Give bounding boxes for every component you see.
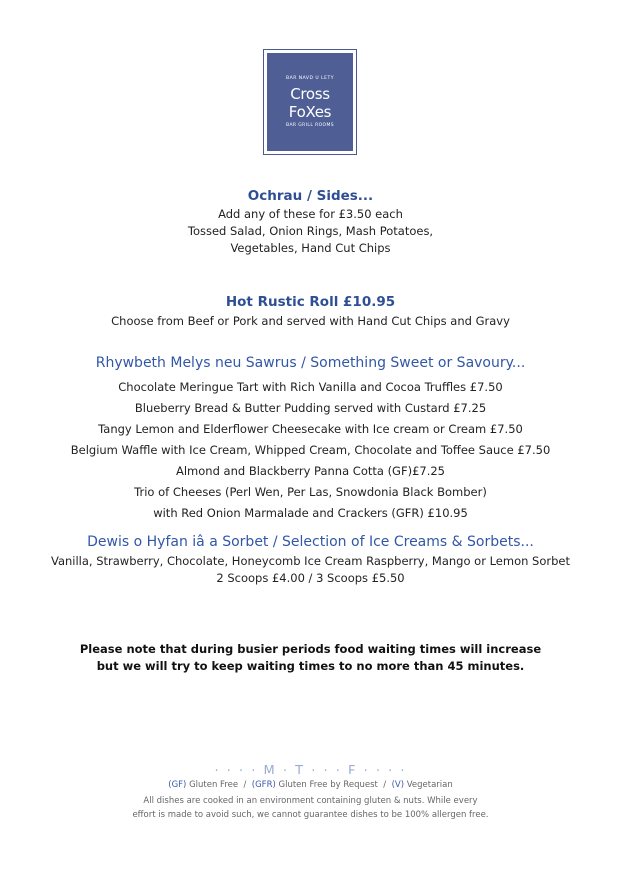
legend-v-code: (V) <box>391 780 405 790</box>
sides-line-2: Tossed Salad, Onion Rings, Mash Potatoes, <box>187 224 434 238</box>
dessert-item: Tangy Lemon and Elderflower Cheesecake with Ice cream or Cream £7.50 <box>98 422 523 436</box>
logo-badge <box>267 53 353 151</box>
roll-description: Choose from Beef or Pork and served with Hand Cut Chips and Gravy <box>111 314 510 328</box>
logo-name-line2: FoXes <box>288 103 332 121</box>
dessert-item: with Red Onion Marmalade and Crackers (GFR) £10.95 <box>153 506 468 520</box>
logo <box>263 49 357 155</box>
dessert-item: Almond and Blackberry Panna Cotta (GF)£7.25 <box>176 464 445 478</box>
ice-creams-heading: Dewis o Hyfan iâ a Sorbet / Selection of Ice Creams & Sorbets... <box>87 534 534 550</box>
legend-gf-code: (GF) <box>168 780 187 790</box>
allergen-line-1: All dishes are cooked in an environment containing gluten & nuts. While every <box>143 796 478 806</box>
logo-name-line1: Cross <box>290 85 330 103</box>
logo-tagline-top: BAR NAVD U LETY <box>286 76 334 81</box>
sides-heading: Ochrau / Sides... <box>247 188 374 204</box>
roll-heading: Hot Rustic Roll £10.95 <box>225 294 396 310</box>
sides-line-1: Add any of these for £3.50 each <box>218 207 403 221</box>
legend-separator: / <box>243 780 247 790</box>
dessert-item: Trio of Cheeses (Perl Wen, Per Las, Snowdonia Black Bomber) <box>134 485 487 499</box>
legend-gfr-text: Gluten Free by Request <box>278 780 378 790</box>
legend-separator: / <box>383 780 387 790</box>
faint-footer-text: · · · · M · T · · · F · · · · <box>214 764 407 774</box>
legend-v-text: Vegetarian <box>406 780 453 790</box>
desserts-heading: Rhywbeth Melys neu Sawrus / Something Sweet or Savoury... <box>95 355 526 371</box>
waiting-notice-line-1: Please note that during busier periods food waiting times will increase <box>79 642 542 656</box>
ice-creams-prices: 2 Scoops £4.00 / 3 Scoops £5.50 <box>216 571 405 585</box>
allergen-line-2: effort is made to avoid such, we cannot guarantee dishes to be 100% allergen free. <box>132 810 489 820</box>
sides-line-3: Vegetables, Hand Cut Chips <box>230 241 391 255</box>
ice-creams-flavours: Vanilla, Strawberry, Chocolate, Honeycomb Ice Cream Raspberry, Mango or Lemon Sorbet <box>50 554 571 568</box>
waiting-notice-line-2: but we will try to keep waiting times to no more than 45 minutes. <box>96 659 525 673</box>
dessert-item: Chocolate Meringue Tart with Rich Vanilla and Cocoa Truffles £7.50 <box>118 380 503 394</box>
dessert-item: Blueberry Bread & Butter Pudding served with Custard £7.25 <box>134 401 487 415</box>
legend-gf-text: Gluten Free <box>189 780 239 790</box>
logo-tagline-bottom: BAR GRILL ROOMS <box>285 123 335 128</box>
dessert-item: Belgium Waffle with Ice Cream, Whipped Cream, Chocolate and Toffee Sauce £7.50 <box>70 443 551 457</box>
dietary-legend <box>0 780 621 790</box>
logo-name <box>267 85 353 121</box>
legend-gfr-code: (GFR) <box>251 780 276 790</box>
